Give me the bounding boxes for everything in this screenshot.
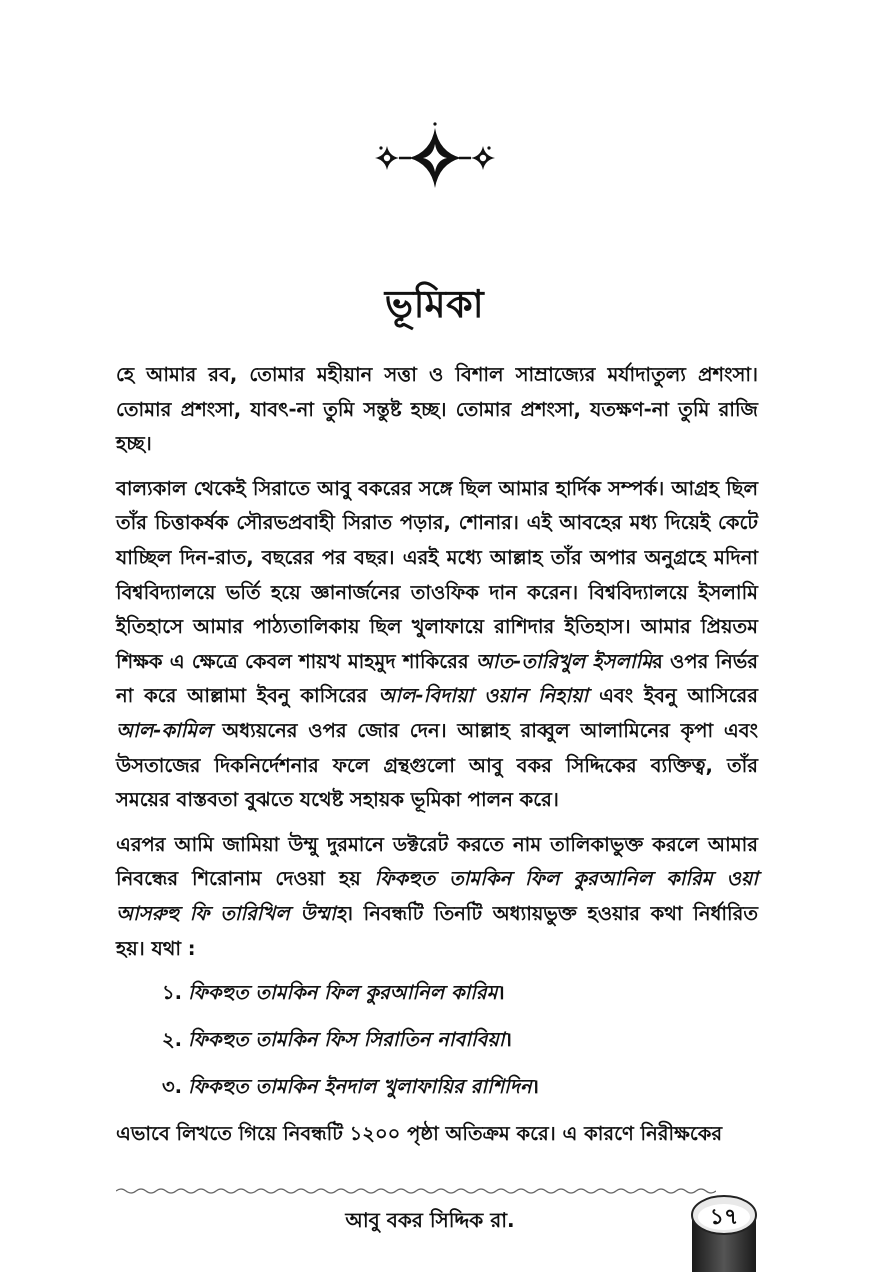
- paragraph-1: হে আমার রব, তোমার মহীয়ান সত্তা ও বিশাল সাম্রাজ্যের মর্যাদাতুল্য প্রশংসা। তোমার প্রশংসা, যাবৎ-না তুমি সন্তুষ্ট হচ্ছ। তোমার প্রশংসা, যতক্ষণ-না তুমি রাজি হচ্ছ।: [116, 363, 758, 456]
- list-end: ।: [497, 981, 505, 1005]
- paragraph-2-text-c: র ওপর নির্ভর না করে আল্লামা ইবনু কাসিরের: [116, 649, 758, 708]
- book-title-kamil: আল-কামিল: [116, 718, 212, 742]
- list-end: ।: [504, 1028, 512, 1052]
- list-end: ।: [531, 1075, 540, 1099]
- list-item: [116, 1070, 758, 1104]
- list-text: ফিকহুত তামকিন ইনদাল খুলাফায়ির রাশিদিন: [188, 1075, 532, 1099]
- list-item: [116, 976, 758, 1010]
- paragraph-2-text-e: এবং ইবনু আসিরের: [588, 684, 759, 708]
- chapter-list: [116, 976, 758, 1104]
- paragraph-2: [116, 472, 758, 818]
- list-number: ৩.: [162, 1075, 183, 1099]
- thesis-title: ফিকহুত তামকিন ফিল কুরআনিল কারিম ওয়া আসরুহু ফি তারিখিল উম্মাহ: [116, 867, 758, 925]
- list-item: [116, 1023, 758, 1057]
- body-text: [116, 358, 758, 1162]
- book-title-bidaya: আল-বিদায়া ওয়ান নিহায়া: [378, 684, 589, 708]
- page-title: ভূমিকা: [384, 282, 485, 326]
- list-text: ফিকহুত তামকিন ফিস সিরাতিন নাবাবিয়া: [188, 1028, 505, 1052]
- paragraph-2-text-g: অধ্যয়নের ওপর জোর দেন। আল্লাহ রাব্বুল আলামিনের কৃপা এবং উসতাজের দিকনির্দেশনার ফলে গ্রন্থগুলো আবু বকর সিদ্দিকের ব্যক্তিত্ব, তাঁর সময়ের বাস্তবতা বুঝতে যথেষ্ট সহায়ক ভূমিকা পালন করে।: [116, 718, 758, 812]
- list-number: ১.: [162, 981, 183, 1005]
- ornament-icon: [365, 118, 505, 198]
- running-title: আবু বকর সিদ্দিক রা.: [345, 1208, 515, 1232]
- footer-rule: [116, 1186, 716, 1196]
- paragraph-3: [116, 828, 758, 966]
- ornament-divider: [0, 118, 869, 198]
- list-number: ২.: [162, 1028, 183, 1052]
- paragraph-2-text-a: বাল্যকাল থেকেই সিরাতে আবু বকরের সঙ্গে ছিল আমার হার্দিক সম্পর্ক। আগ্রহ ছিল তাঁর চিত্তাকর্ষক সৌরভপ্রবাহী সিরাত পড়ার, শোনার। এই আবহের মধ্য দিয়েই কেটে যাচ্ছিল দিন-রাত, বছরের পর বছর। এরই মধ্যে আল্লাহ তাঁর অপার অনুগ্রহে মদিনা বিশ্ববিদ্যালয়ে ভর্তি হয়ে জ্ঞানার্জনের তাওফিক দান করেন। বিশ্ববিদ্যালয়ে ইসলামি ইতিহাসে আমার পাঠ্যতালিকায় ছিল খুলাফায়ে রাশিদার ইতিহাস। আমার প্রিয়তম শিক্ষক এ ক্ষেত্রে কেবল শায়খ মাহমুদ শাকিরের: [116, 476, 758, 673]
- book-title-tarikh-islami: আত-তারিখুল ইসলামি: [475, 649, 653, 673]
- paragraph-3-text-a: এরপর আমি জামিয়া উম্মু দুরমানে ডক্টরেট করতে নাম তালিকাভুক্ত করলে আমার নিবন্ধের শিরোনাম দেওয়া হয়: [116, 832, 758, 891]
- paragraph-4: এভাবে লিখতে গিয়ে নিবন্ধটি ১২০০ পৃষ্ঠা অতিক্রম করে। এ কারণে নিরীক্ষকের: [116, 1122, 723, 1146]
- page-number: ১৭: [709, 1205, 739, 1230]
- list-text: ফিকহুত তামকিন ফিল কুরআনিল কারিম: [188, 981, 498, 1005]
- paragraph-3-text-c: । নিবন্ধটি তিনটি অধ্যায়ভুক্ত হওয়ার কথা নির্ধারিত হয়। যথা :: [116, 901, 758, 960]
